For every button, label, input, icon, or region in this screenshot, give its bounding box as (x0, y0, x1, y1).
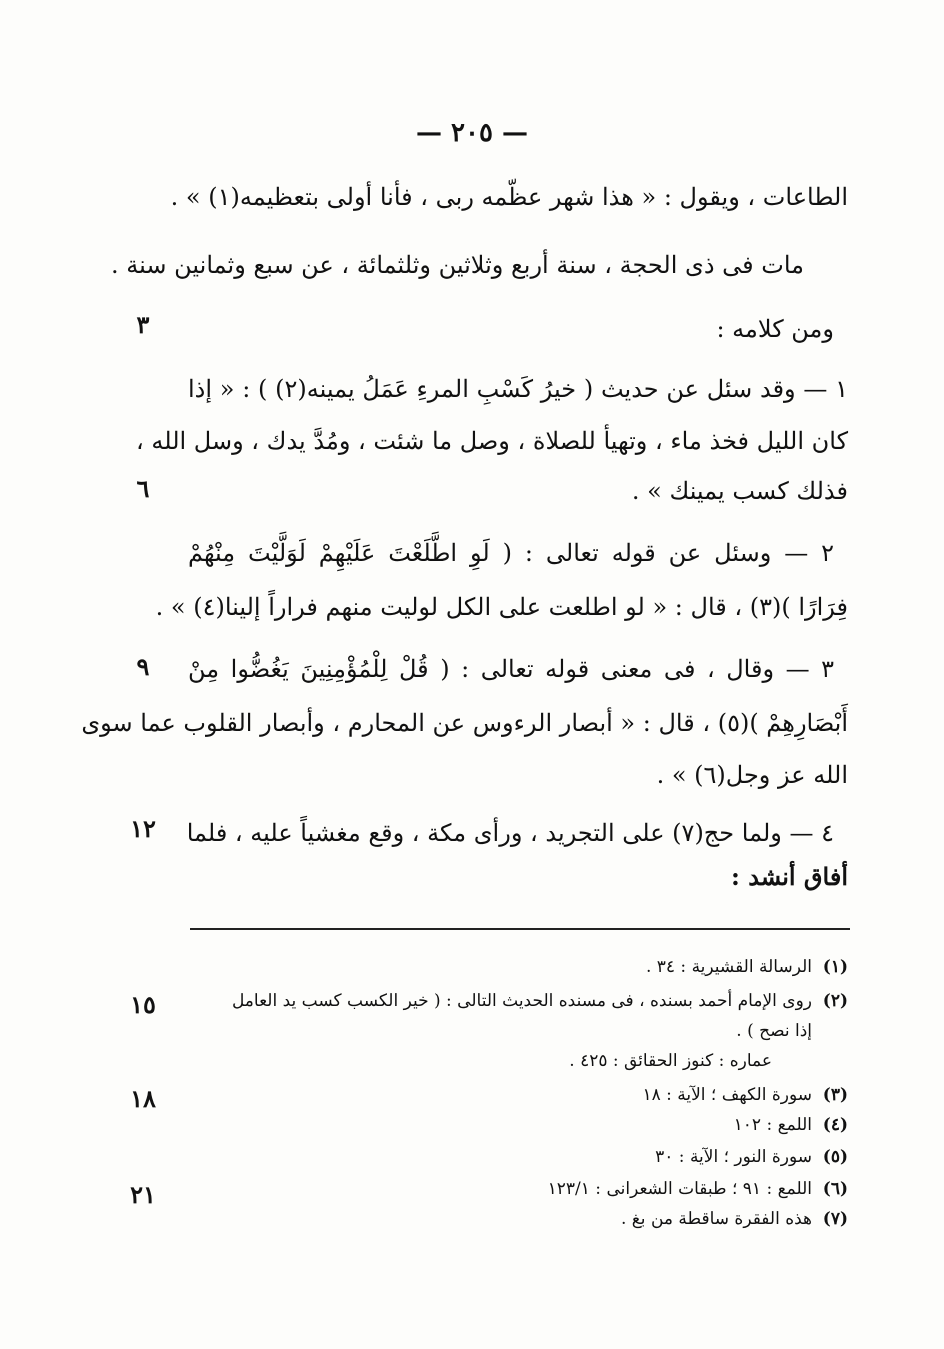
footnote (188, 988, 848, 1014)
footnote-text: سورة النور ؛ الآية : ٣٠ (655, 1147, 812, 1167)
body-line: أفاق أنشد : (731, 862, 848, 891)
footnote (188, 954, 848, 980)
line-marker: ١٥ (130, 990, 156, 1019)
footnote (188, 1112, 848, 1138)
line-marker: ١٢ (130, 814, 156, 843)
body-line: فذلك كسب يمينك » . (631, 477, 848, 505)
body-line: ٢ — وسئل عن قوله تعالى : ( لَوِ اطَّلَعْتَ عَلَيْهِمْ لَوَلَّيْتَ مِنْهُمْ (188, 539, 834, 567)
footnote-separator (190, 928, 850, 930)
footnote (188, 1144, 848, 1170)
line-marker: ١٨ (130, 1084, 156, 1113)
footnote-number: (٢) (822, 991, 848, 1011)
footnote (188, 1082, 848, 1108)
body-line: فِرَارًا )(٣) ، قال : « لو اطلعت على الكل لوليت منهم فراراً إلينا(٤) » . (155, 593, 848, 621)
footnote-number: (٧) (822, 1209, 848, 1229)
footnote (188, 1206, 848, 1232)
body-line: ومن كلامه : (716, 315, 834, 343)
line-marker: ٩ (136, 652, 150, 681)
line-marker: ٢١ (130, 1180, 156, 1209)
footnote-number: (٣) (822, 1085, 848, 1105)
body-line: مات فى ذى الحجة ، سنة أربع وثلاثين وثلثمائة ، عن سبع وثمانين سنة . (111, 251, 804, 279)
footnote-text: اللمع : ١٠٢ (733, 1115, 812, 1135)
footnote-number: (٦) (822, 1179, 848, 1199)
body-line: كان الليل فخذ ماء ، وتهيأ للصلاة ، وصل ما شئت ، ومُدَّ يدك ، وسل الله ، (136, 427, 848, 455)
line-marker: ٦ (136, 474, 150, 503)
footnote-text: إذا نصح ) . (736, 1021, 812, 1041)
body-line: الله عز وجل(٦) » . (656, 761, 848, 789)
footnote-text: الرسالة القشيرية : ٣٤ . (645, 957, 812, 977)
body-line: ٤ — ولما حج(٧) على التجريد ، ورأى مكة ، وقع مغشياً عليه ، فلما (186, 819, 834, 847)
line-marker: ٣ (136, 310, 150, 339)
footnote-text: سورة الكهف ؛ الآية : ١٨ (642, 1085, 812, 1105)
footnote-text: اللمع : ٩١ ؛ طبقات الشعرانى : ١٢٣/١ (547, 1179, 812, 1199)
footnote-number: (١) (822, 957, 848, 977)
body-line: أَبْصَارِهِمْ )(٥) ، قال : « أبصار الرءوس عن المحارم ، وأبصار القلوب عما سوى (81, 709, 848, 737)
footnote-text: هذه الفقرة ساقطة من بغ . (620, 1209, 812, 1229)
page-number: — ٢٠٥ — (415, 118, 529, 148)
footnote-number: (٥) (822, 1147, 848, 1167)
body-line: الطاعات ، ويقول : « هذا شهر عظّمه ربى ، فأنا أولى بتعظيمه(١) » . (170, 183, 848, 211)
footnote (152, 1018, 848, 1044)
footnote (188, 1176, 848, 1202)
footnote (112, 1048, 772, 1074)
body-line: ١ — وقد سئل عن حديث ( خيرُ كَسْبِ المرءِ عَمَلُ يمينه(٢) ) : « إذا (188, 375, 849, 403)
body-line: ٣ — وقال ، فى معنى قوله تعالى : ( قُلْ لِلْمُؤْمِنِينَ يَغُضُّوا مِنْ (188, 655, 834, 683)
footnote-text: عماره : كنوز الحقائق : ٤٢٥ . (569, 1051, 772, 1071)
footnote-text: روى الإمام أحمد بسنده ، فى مسنده الحديث التالى : ( خير الكسب كسب يد العامل (231, 991, 812, 1011)
footnote-number: (٤) (822, 1115, 848, 1135)
